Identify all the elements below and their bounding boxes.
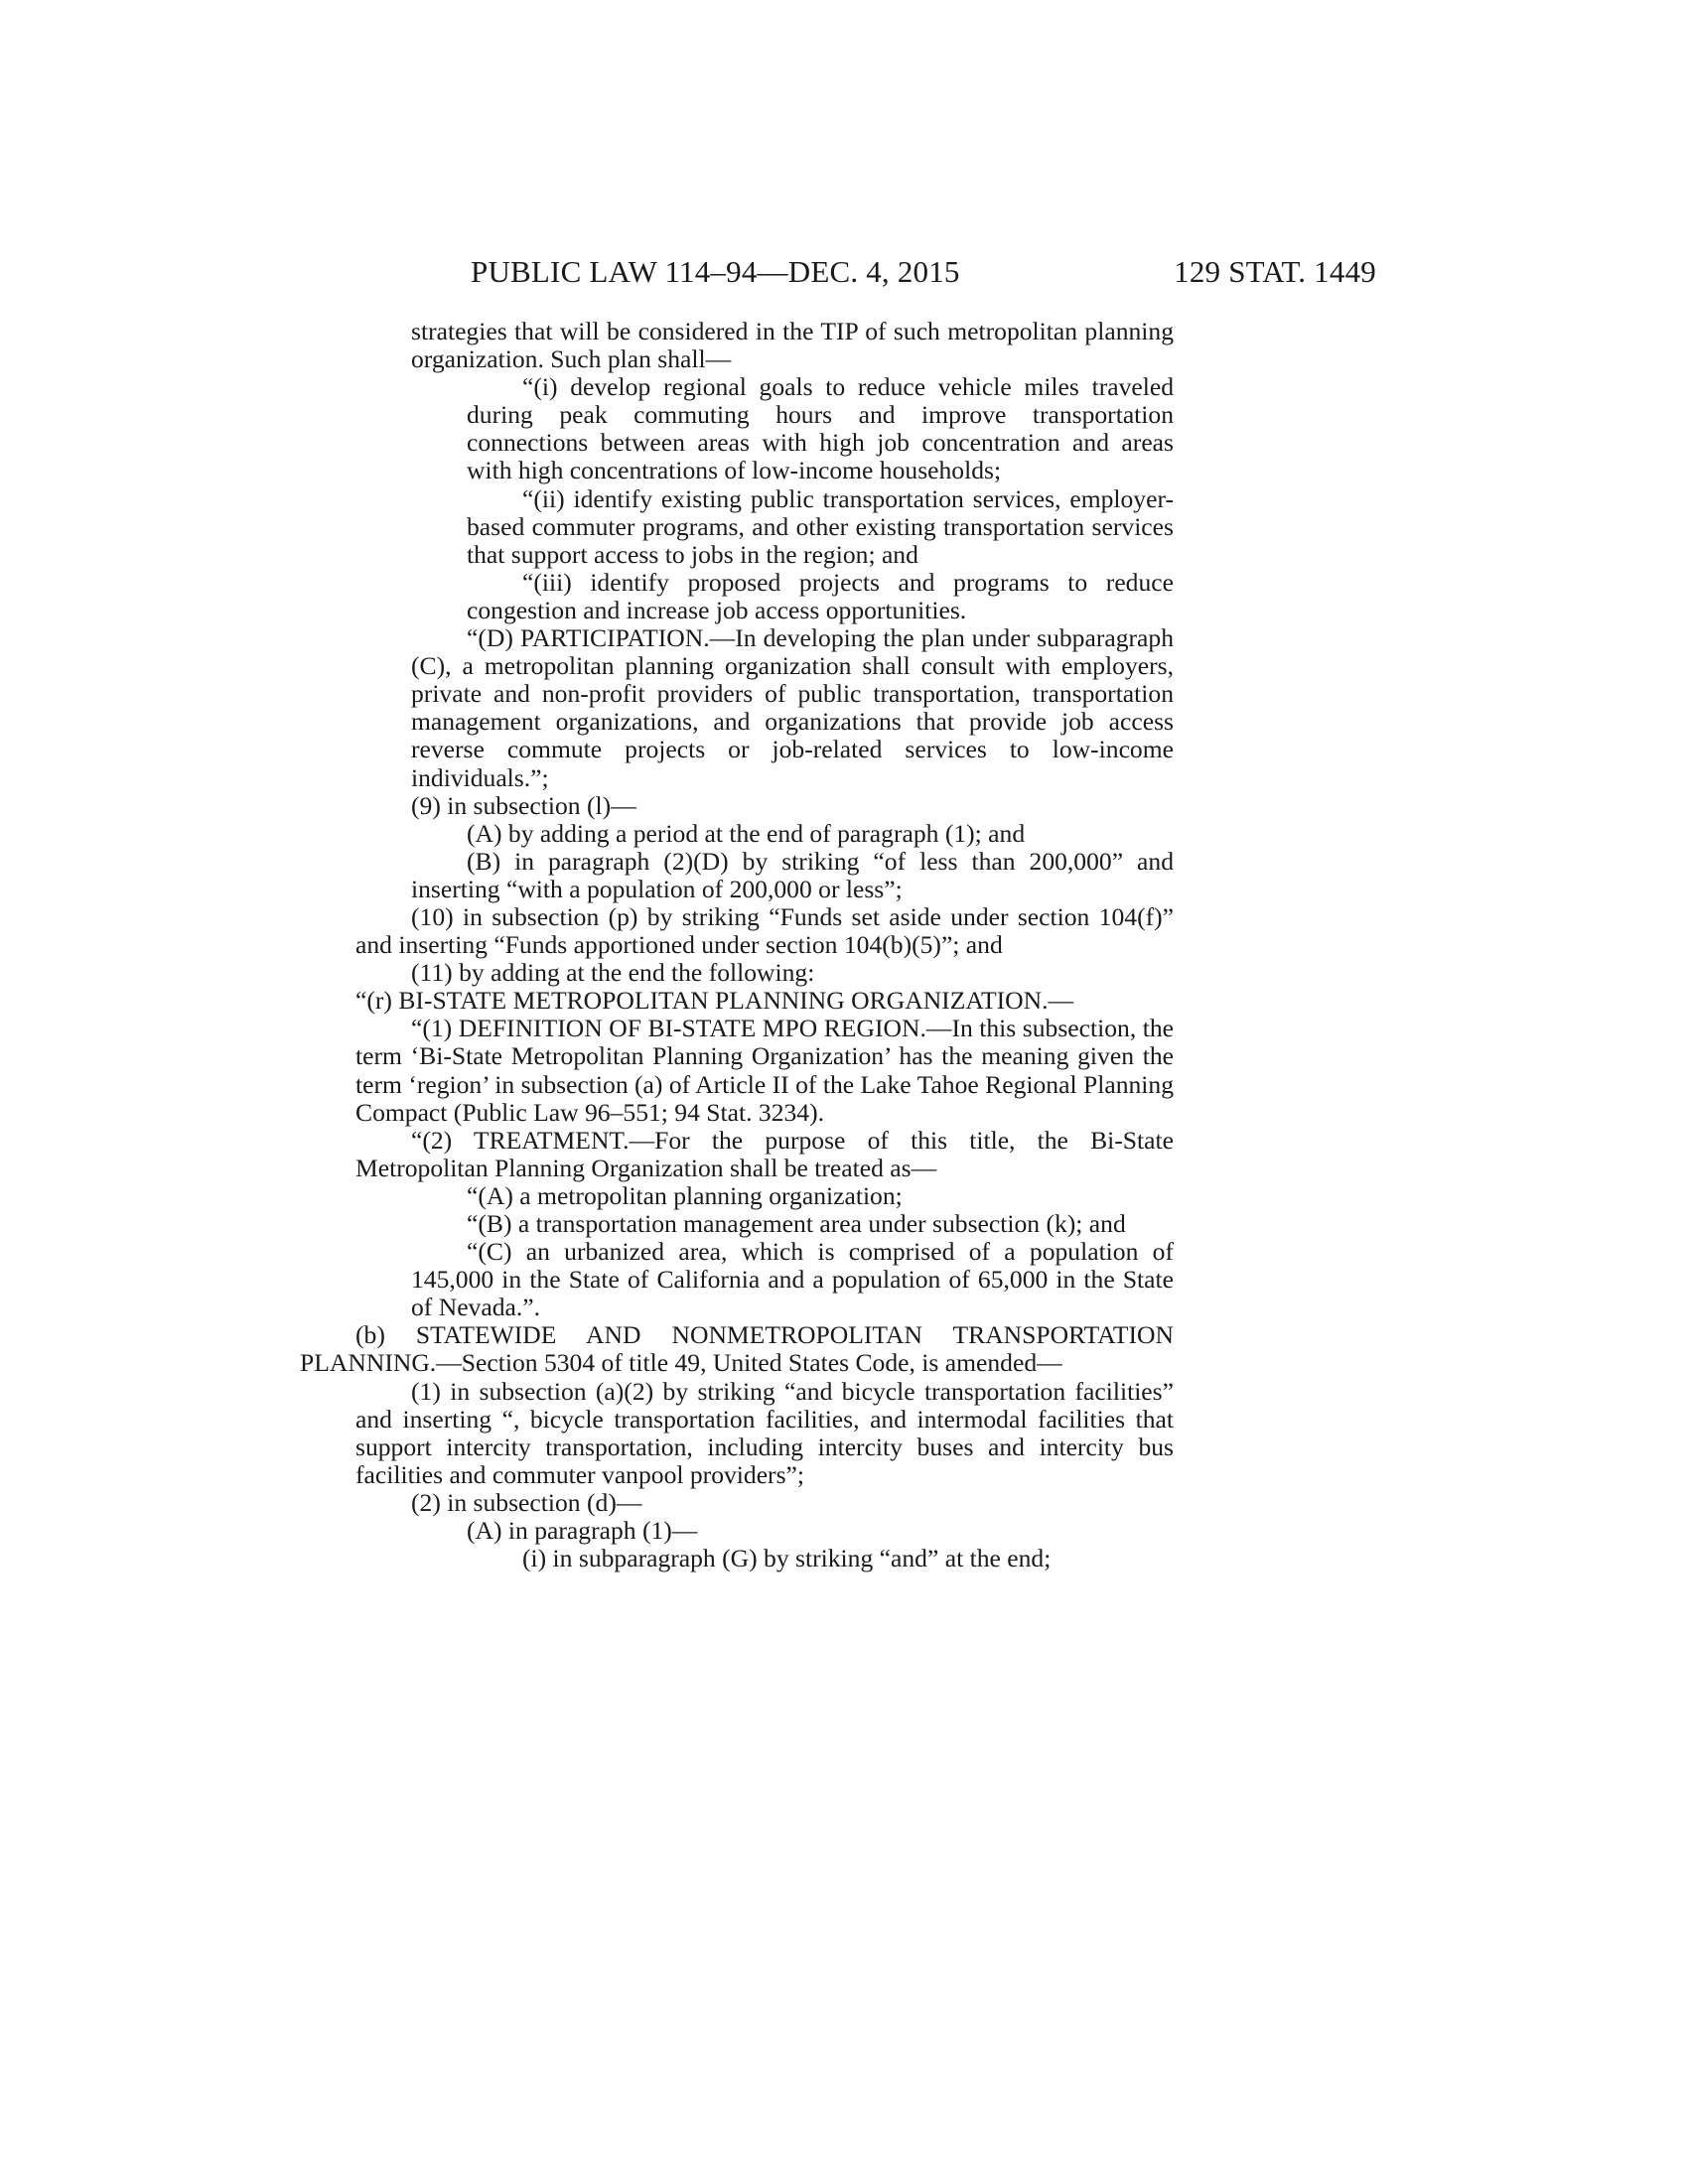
paragraph: “(2) TREATMENT.—For the purpose of this title, the Bi-State Metropolitan Planning Organization shall be treated as—	[355, 1125, 1174, 1182]
paragraph: (11) by adding at the end the following:	[411, 958, 815, 988]
statute-text	[300, 317, 1174, 1573]
paragraph: “(i) develop regional goals to reduce vehicle miles traveled during peak commuting hours and improve transportation connections between areas with high job concentration and areas with high concentrations of low-income households;	[467, 372, 1174, 485]
paragraph: strategies that will be considered in the TIP of such metropolitan planning organization. Such plan shall—	[411, 317, 1174, 374]
paragraph: (b) STATEWIDE AND NONMETROPOLITAN TRANSPORTATION PLANNING.—Section 5304 of title 49, United States Code, is amended—	[300, 1320, 1174, 1378]
header-citation: PUBLIC LAW 114–94—DEC. 4, 2015	[471, 254, 960, 289]
paragraph: “(B) a transportation management area under subsection (k); and	[467, 1209, 1126, 1238]
paragraph: (i) in subparagraph (G) by striking “and” at the end;	[522, 1544, 1052, 1573]
paragraph: (10) in subsection (p) by striking “Funds set aside under section 104(f)” and inserting “Funds apportioned under section 104(b)(5)”; and	[355, 901, 1174, 960]
section-heading: “(r) BI-STATE METROPOLITAN PLANNING ORGANIZATION.—	[355, 986, 1074, 1016]
header-page-number: 129 STAT. 1449	[1174, 254, 1376, 289]
paragraph: (B) in paragraph (2)(D) by striking “of less than 200,000” and inserting “with a population of 200,000 or less”;	[411, 846, 1174, 903]
paragraph: “(iii) identify proposed projects and programs to reduce congestion and increase job access opportunities.	[467, 567, 1174, 624]
paragraph: (A) by adding a period at the end of paragraph (1); and	[467, 818, 1026, 848]
paragraph: “(C) an urbanized area, which is comprised of a population of 145,000 in the State of California and a population of 65,000 in the State of Nevada.”.	[411, 1237, 1174, 1322]
paragraph: “(1) DEFINITION OF BI-STATE MPO REGION.—In this subsection, the term ‘Bi-State Metropolitan Planning Organization’ has the meaning given the term ‘region’ in subsection (a) of Article II of the Lake Tahoe Regional Planning Compact (Public Law 96–551; 94 Stat. 3234).	[355, 1014, 1174, 1127]
running-header	[471, 252, 1376, 292]
paragraph: “(A) a metropolitan planning organization;	[467, 1180, 903, 1210]
paragraph: (2) in subsection (d)—	[411, 1487, 642, 1517]
paragraph: (A) in paragraph (1)—	[467, 1516, 698, 1546]
paragraph: “(ii) identify existing public transportation services, employer-based commuter programs, and other existing transportation services that support access to jobs in the region; and	[467, 483, 1174, 569]
paragraph: (9) in subsection (l)—	[411, 790, 636, 820]
paragraph: (1) in subsection (a)(2) by striking “and bicycle transportation facilities” and inserting “, bicycle transportation facilities, and intermodal facilities that support intercity transportation, including intercity buses and intercity bus facilities and commuter vanpool providers”;	[355, 1376, 1174, 1489]
paragraph: “(D) PARTICIPATION.—In developing the plan under subparagraph (C), a metropolitan planning organization shall consult with employers, private and non-profit providers of public transportation, transportation management organizations, and organizations that provide job access reverse commute projects or job-related services to low-income individuals.”;	[411, 623, 1174, 792]
